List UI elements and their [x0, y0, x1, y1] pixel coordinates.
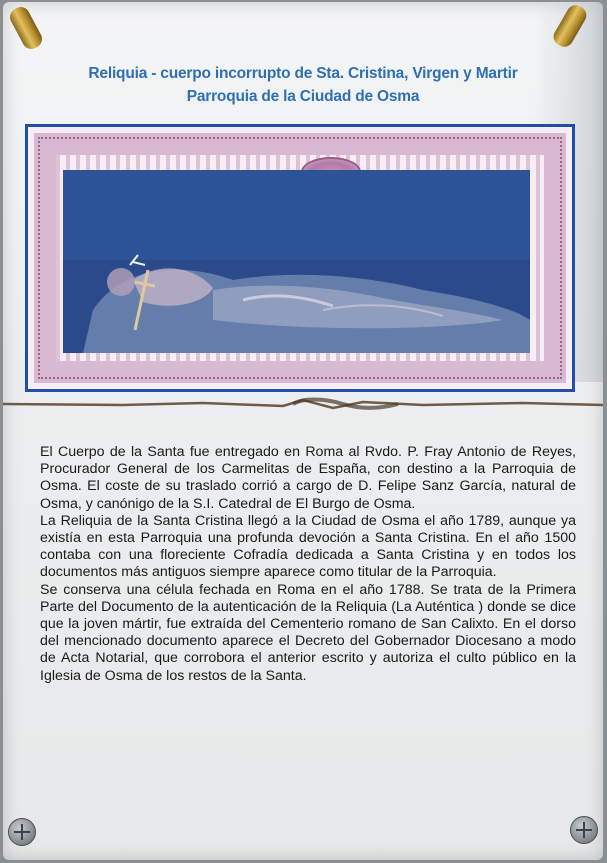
text-paragraph: Se conserva una célula fechada en Roma en el año 1788. Se trata de la Primera Parte del Documento de la autenticación de la Reliquia (La Auténtica ) donde se dice que la joven mártir, fue extraída del Cementerio romano de San Calixto. En el dorso del mencionado documento aparece el Decreto del Gobernador Diocesano a modo de Acta Notarial, que corrobora el anterior escrito y autoriza el culto público en la Iglesia de Osma de los restos de la Santa.	[40, 581, 576, 684]
plaque-subtitle: Parroquia de la Ciudad de Osma	[186, 88, 420, 105]
plaque-body-text	[40, 444, 576, 685]
plaque-crack	[3, 396, 603, 414]
reliquary-interior	[63, 170, 530, 353]
relic-photo	[25, 124, 575, 392]
relic-body-figure	[63, 170, 530, 353]
plaque-title: Reliquia - cuerpo incorrupto de Sta. Cristina, Virgen y Martir	[88, 65, 518, 82]
text-paragraph: La Reliquia de la Santa Cristina llegó a la Ciudad de Osma el año 1789, aunque ya existía en esta Parroquia una profunda devoción a Santa Cristina. En el año 1500 contaba con una floreciente Cofradía dedicada a Santa Cristina y en todos los documentos más antiguos siempre aparece como titular de la Parroquia.	[40, 512, 576, 581]
screw-icon	[8, 818, 36, 846]
screw-icon	[570, 816, 598, 844]
text-paragraph: El Cuerpo de la Santa fue entregado en Roma al Rvdo. P. Fray Antonio de Reyes, Procurador General de los Carmelitas de España, con destino a la Parroquia de Osma. El coste de su traslado corrió a cargo de D. Felipe Sanz García, natural de Osma, y canónigo de la S.I. Catedral de El Burgo de Osma.	[40, 444, 576, 512]
information-plaque	[3, 2, 603, 860]
